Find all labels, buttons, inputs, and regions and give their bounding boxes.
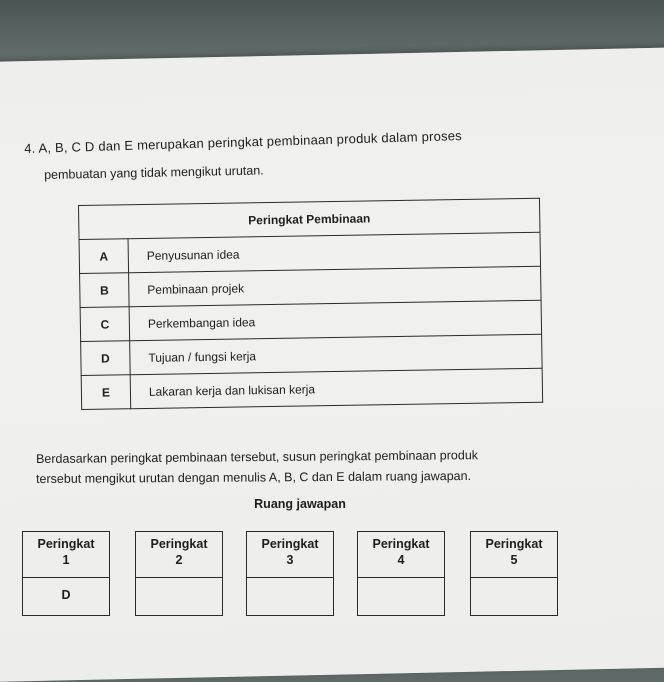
row-letter: A xyxy=(79,239,129,274)
row-description: Lakaran kerja dan lukisan kerja xyxy=(130,368,542,408)
answer-box-4 xyxy=(357,531,445,616)
instruction-line-2: tersebut mengikut urutan dengan menulis A, B, C dan E dalam ruang jawapan. xyxy=(36,468,472,486)
answer-space-title: Ruang jawapan xyxy=(254,497,346,511)
answer-box-header xyxy=(358,532,444,578)
answer-box-number: 2 xyxy=(175,553,183,567)
answer-box-header xyxy=(136,532,222,578)
answer-box-2 xyxy=(135,531,223,616)
answer-box-number: 3 xyxy=(286,553,294,567)
row-letter: E xyxy=(81,375,131,410)
row-description: Penyusunan idea xyxy=(128,232,540,272)
row-description: Perkembangan idea xyxy=(129,300,541,340)
answer-box-value[interactable] xyxy=(358,578,444,615)
answer-box-label: Peringkat xyxy=(485,537,543,551)
question-line-1: 4. A, B, C D dan E merupakan peringkat pembinaan produk dalam proses xyxy=(24,128,463,156)
row-letter: D xyxy=(81,341,131,376)
answer-box-header xyxy=(247,532,333,578)
answer-box-value[interactable] xyxy=(136,578,222,615)
answer-box-label: Peringkat xyxy=(37,537,95,551)
answer-box-3 xyxy=(246,531,334,616)
row-letter: B xyxy=(80,273,130,308)
row-letter: C xyxy=(80,307,130,342)
answer-box-value[interactable] xyxy=(247,578,333,615)
answer-box-label: Peringkat xyxy=(150,537,208,551)
instruction-line-1: Berdasarkan peringkat pembinaan tersebut, susun peringkat pembinaan produk xyxy=(36,448,479,466)
table-row xyxy=(81,368,542,409)
stages-table xyxy=(78,198,543,410)
answer-box-number: 5 xyxy=(510,553,518,567)
answer-box-header xyxy=(471,532,557,578)
answer-box-label: Peringkat xyxy=(372,537,430,551)
answer-box-number: 4 xyxy=(397,553,405,567)
answer-box-1 xyxy=(22,531,110,616)
answer-box-label: Peringkat xyxy=(261,537,319,551)
answer-box-value[interactable]: D xyxy=(61,588,71,602)
answer-box-5 xyxy=(470,531,558,616)
answer-box-header xyxy=(23,532,109,578)
answer-box-number: 1 xyxy=(62,553,70,567)
table-header: Peringkat Pembinaan xyxy=(79,198,540,239)
row-description: Tujuan / fungsi kerja xyxy=(130,334,542,374)
answer-box-value[interactable] xyxy=(471,578,557,615)
row-description: Pembinaan projek xyxy=(129,266,541,306)
question-line-2: pembuatan yang tidak mengikut urutan. xyxy=(44,163,264,182)
